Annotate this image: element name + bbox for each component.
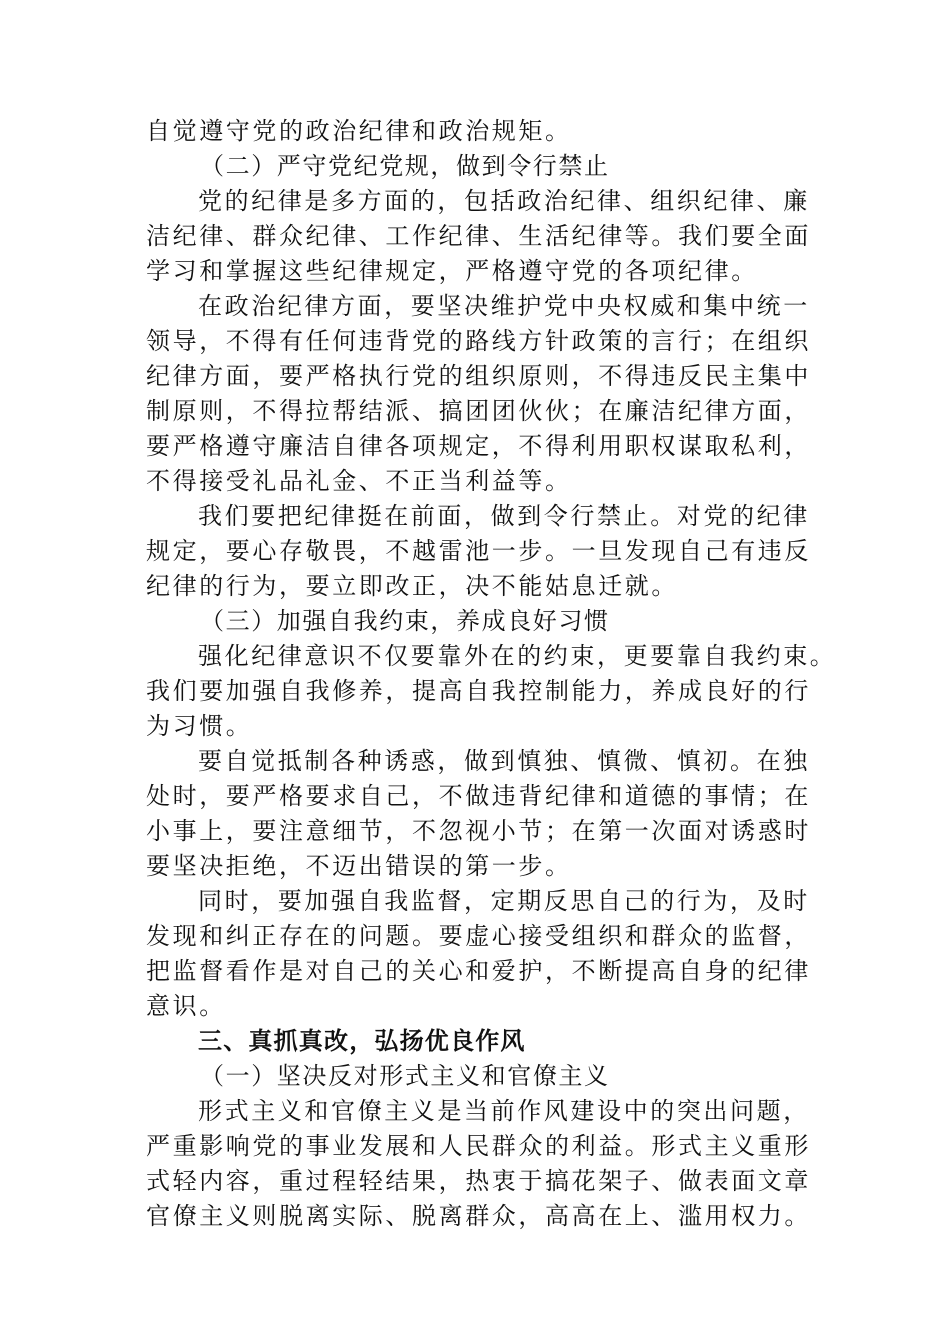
document-page bbox=[146, 114, 837, 1234]
text-line: 把监督看作是对自己的关心和爱护，不断提高自身的纪律 bbox=[146, 957, 811, 985]
text-line: 洁纪律、群众纪律、工作纪律、生活纪律等。我们要全面 bbox=[146, 222, 811, 250]
section-subheading: （二）严守党纪党规，做到令行禁止 bbox=[200, 152, 610, 180]
section-subheading: （三）加强自我约束，养成良好习惯 bbox=[200, 607, 610, 635]
paragraph-first-line: 党的纪律是多方面的，包括政治纪律、组织纪律、廉 bbox=[198, 187, 810, 215]
text-line: 制原则，不得拉帮结派、搞团团伙伙；在廉洁纪律方面， bbox=[146, 397, 811, 425]
text-line: 小事上，要注意细节，不忽视小节；在第一次面对诱惑时 bbox=[146, 817, 811, 845]
text-line: 纪律的行为，要立即改正，决不能姑息迁就。 bbox=[146, 572, 678, 600]
text-line: 要严格遵守廉洁自律各项规定，不得利用职权谋取私利， bbox=[146, 432, 811, 460]
text-line: 严重影响党的事业发展和人民群众的利益。形式主义重形 bbox=[146, 1132, 811, 1160]
text-line: 处时，要严格要求自己，不做违背纪律和道德的事情；在 bbox=[146, 782, 811, 810]
text-line: 式轻内容，重过程轻结果，热衷于搞花架子、做表面文章 bbox=[146, 1167, 811, 1195]
text-line: 自觉遵守党的政治纪律和政治规矩。 bbox=[146, 117, 572, 145]
paragraph-first-line: 在政治纪律方面，要坚决维护党中央权威和集中统一 bbox=[198, 292, 810, 320]
text-line: 规定，要心存敬畏，不越雷池一步。一旦发现自己有违反 bbox=[146, 537, 811, 565]
text-line: 意识。 bbox=[146, 992, 226, 1020]
text-line: 学习和掌握这些纪律规定，严格遵守党的各项纪律。 bbox=[146, 257, 758, 285]
section-heading: 三、真抓真改，弘扬优良作风 bbox=[198, 1027, 526, 1055]
text-line: 领导，不得有任何违背党的路线方针政策的言行；在组织 bbox=[146, 327, 811, 355]
text-line: 纪律方面，要严格执行党的组织原则，不得违反民主集中 bbox=[146, 362, 811, 390]
paragraph-first-line: 我们要把纪律挺在前面，做到令行禁止。对党的纪律 bbox=[198, 502, 810, 530]
text-line: 我们要加强自我修养，提高自我控制能力，养成良好的行 bbox=[146, 677, 811, 705]
paragraph-first-line: 同时，要加强自我监督，定期反思自己的行为，及时 bbox=[198, 887, 810, 915]
text-line: 为习惯。 bbox=[146, 712, 253, 740]
section-subheading: （一）坚决反对形式主义和官僚主义 bbox=[200, 1062, 610, 1090]
paragraph-first-line: 形式主义和官僚主义是当前作风建设中的突出问题， bbox=[198, 1097, 810, 1125]
text-line: 发现和纠正存在的问题。要虚心接受组织和群众的监督， bbox=[146, 922, 811, 950]
paragraph-first-line: 强化纪律意识不仅要靠外在的约束，更要靠自我约束。 bbox=[198, 642, 837, 670]
text-line: 官僚主义则脱离实际、脱离群众，高高在上、滥用权力。 bbox=[146, 1202, 811, 1230]
paragraph-first-line: 要自觉抵制各种诱惑，做到慎独、慎微、慎初。在独 bbox=[198, 747, 810, 775]
text-line: 要坚决拒绝，不迈出错误的第一步。 bbox=[146, 852, 572, 880]
text-line: 不得接受礼品礼金、不正当利益等。 bbox=[146, 467, 572, 495]
